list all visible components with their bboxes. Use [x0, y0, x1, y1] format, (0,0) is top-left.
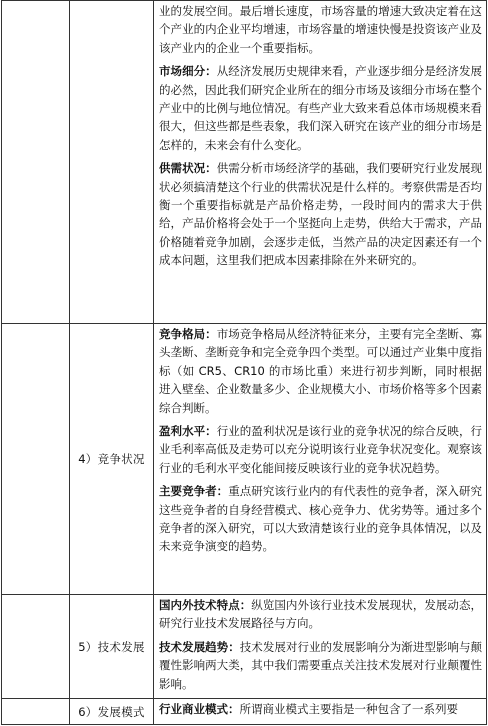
report-table	[1, 0, 487, 725]
paragraph	[159, 700, 482, 718]
term-label: 盈利水平：	[159, 424, 217, 439]
empty-cell	[2, 699, 70, 725]
term-label: 主要竞争者：	[159, 484, 229, 499]
paragraph	[159, 596, 482, 633]
paragraph	[159, 325, 482, 417]
paragraph	[159, 638, 482, 693]
empty-cell	[2, 324, 70, 595]
row-content	[154, 324, 487, 595]
row-label: 5）技术发展	[70, 595, 154, 699]
paragraph-text: 市场竞争格局从经济特征来分，主要有完全垄断、寡头垄断、垄断竞争和完全竞争四个类型。可以通过产业集中度指标（如 CR5、CR10 的市场比重）来进行初步判断，同时根据进入壁垒、企业数量多少、企业规模大小、市场价格等多个因素综合判断。	[159, 327, 482, 415]
paragraph	[159, 2, 482, 57]
paragraph	[159, 482, 482, 556]
row-content	[154, 1, 487, 324]
paragraph-text: 技术发展对行业的发展影响分为渐进型影响与颠覆性影响两大类，其中我们需要重点关注技术发展对行业颠覆性影响。	[159, 639, 483, 691]
term-label: 技术发展趋势：	[159, 639, 240, 654]
term-label: 供需状况：	[159, 161, 217, 176]
term-label: 市场细分：	[159, 64, 217, 79]
term-label: 行业商业模式：	[159, 702, 240, 716]
row-label: 4）竞争状况	[70, 324, 154, 595]
table-row	[2, 324, 487, 595]
term-label: 国内外技术特点：	[159, 598, 252, 612]
empty-cell	[2, 595, 70, 699]
empty-cell	[2, 1, 70, 324]
paragraph-text: 所谓商业模式主要指是一种包含了一系列要	[239, 702, 458, 716]
term-label: 竞争格局：	[159, 327, 217, 341]
row-content	[154, 595, 487, 699]
paragraph-text: 行业的盈利状况是该行业的竞争状况的综合反映，行业毛利率高低及走势可以充分说明该行业竞争状况变化。观察该行业的毛利水平变化能间接反映该行业的竞争状况趋势。	[159, 424, 482, 475]
table-row	[2, 699, 487, 725]
row-content	[154, 699, 487, 725]
table-row	[2, 595, 487, 699]
table-row	[2, 1, 487, 324]
paragraph-text: 纵览国内外该行业技术发展现状，发展动态，研究行业技术发展路径与方向。	[159, 598, 482, 631]
paragraph-text: 重点研究该行业内的有代表性的竞争者，深入研究这些竞争者的自身经营模式、核心竞争力、优劣势等。通过多个竞争者的深入研究，可以大致清楚该行业的竞争具体情况，以及未来竞争演变的趋势。	[159, 484, 483, 554]
paragraph	[159, 62, 482, 154]
paragraph-text: 业的发展空间。最后增长速度，市场容量的增速大致决定着在这个产业的内企业平均增速，市场容量的增速快慢是投资该产业及该产业内的企业一个重要指标。	[159, 4, 482, 55]
paragraph-text: 供需分析市场经济学的基础，我们要研究行业发展现状必须搞清楚这个行业的供需状况是什么样的。考察供需是否均衡一个重要指标就是产品价格走势，一段时间内的需求大于供给，产品价格将会处于一个坚挺向上走势，供给大于需求，产品价格随着竞争加剧，会逐步走低，当然产品的决定因素还有一个成本问题，这里我们把成本因素排除在外来研究的。	[159, 161, 482, 268]
paragraph	[159, 422, 482, 477]
row-label: 6）发展模式	[70, 699, 154, 725]
row-label	[70, 1, 154, 324]
paragraph-text: 从经济发展历史规律来看，产业逐步细分是经济发展的必然，因此我们研究企业所在的细分市场及该细分市场在整个产业中的比例与地位情况。有些产业大致来看总体市场规模来看很大，但这些都是些表象，我们深入研究在该产业的细分市场是怎样的，未来会有什么变化。	[159, 64, 482, 152]
paragraph	[159, 159, 482, 269]
